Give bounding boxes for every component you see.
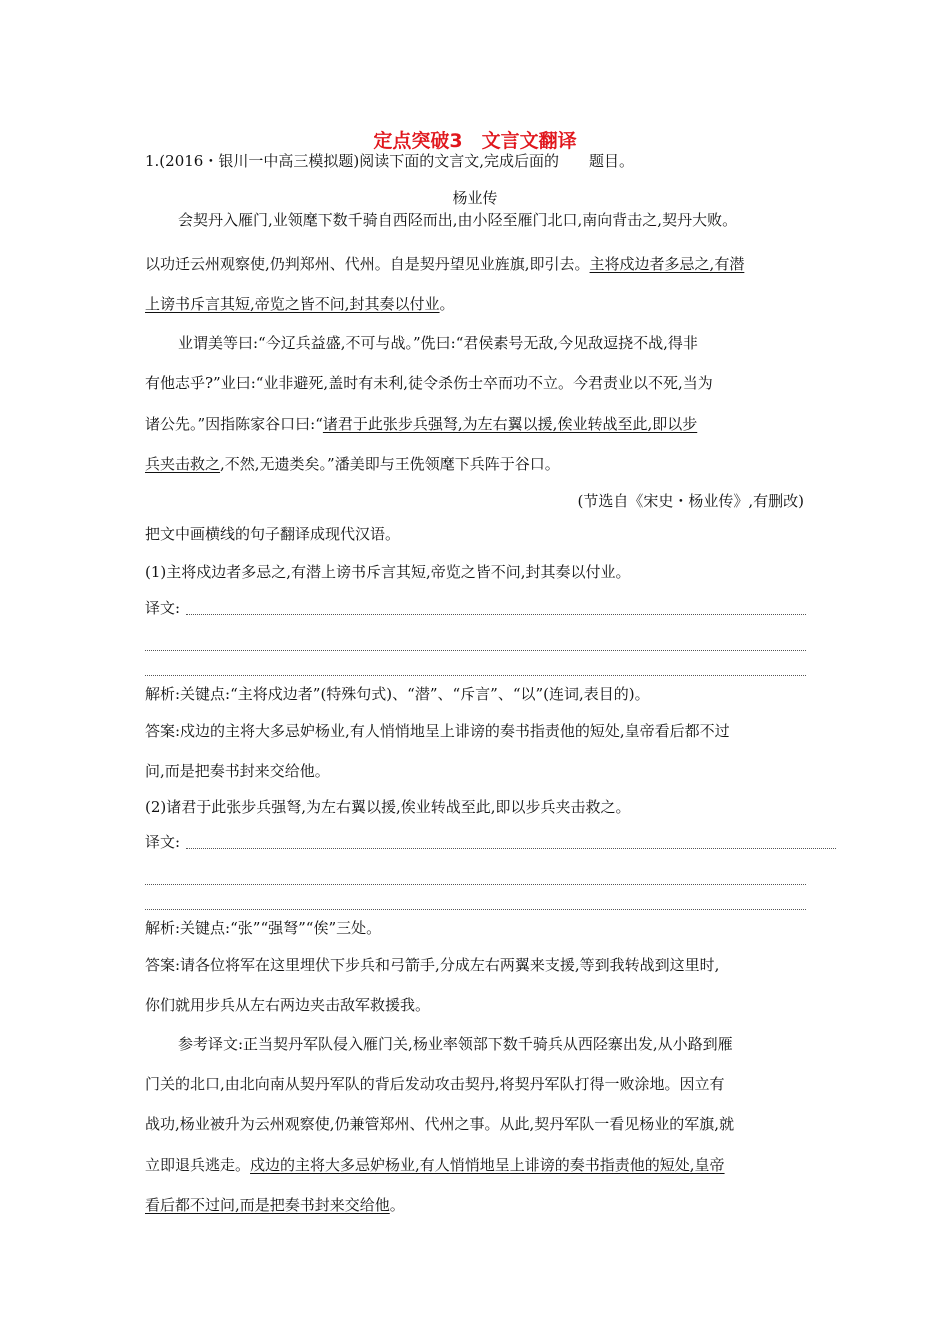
reference-line: 战功,杨业被升为云州观察使,仍兼管郑州、代州之事。从此,契丹军队一看见杨业的军旗,就 xyxy=(145,1115,735,1133)
passage-line: 上谤书斥言其短,帝览之皆不问,封其奏以付业。 xyxy=(145,295,455,313)
answer-blank-line[interactable] xyxy=(145,650,806,651)
answer-blank-line[interactable] xyxy=(145,675,806,676)
page-title: 定点突破3 文言文翻译 xyxy=(373,130,577,152)
underlined-sentence: 诸君于此张步兵强弩,为左右翼以援,俟业转战至此,即以步 xyxy=(322,415,698,433)
q2-translation-label: 译文: xyxy=(145,833,181,851)
q2-analysis: 解析:关键点:“张”“强弩”“俟”三处。 xyxy=(145,919,382,937)
underlined-sentence: 戍边的主将大多忌妒杨业,有人悄悄地呈上诽谤的奏书指责他的短处,皇帝 xyxy=(250,1156,725,1174)
answer-blank-line[interactable] xyxy=(145,884,806,885)
source-note: (节选自《宋史・杨业传》,有删改) xyxy=(577,492,804,510)
q1-analysis: 解析:关键点:“主将戍边者”(特殊句式)、“潜”、“斥言”、“以”(连词,表目的)。 xyxy=(145,685,650,703)
q1-prompt: (1)主将戍边者多忌之,有潜上谤书斥言其短,帝览之皆不问,封其奏以付业。 xyxy=(145,563,631,581)
passage-line: 业谓美等曰:“今辽兵益盛,不可与战。”侁曰:“君侯素号无敌,今见敌逗挠不战,得非 xyxy=(178,334,698,352)
passage-title: 杨业传 xyxy=(452,189,498,207)
q2-answer: 答案:请各位将军在这里埋伏下步兵和弓箭手,分成左右两翼来支援,等到我转战到这里时, xyxy=(145,956,720,974)
underlined-sentence: 兵夹击救之 xyxy=(145,455,221,473)
q1-answer: 答案:戍边的主将大多忌妒杨业,有人悄悄地呈上诽谤的奏书指责他的短处,皇帝看后都不过 xyxy=(145,722,730,740)
underlined-sentence: 上谤书斥言其短,帝览之皆不问,封其奏以付业 xyxy=(145,295,440,313)
q2-prompt: (2)诸君于此张步兵强弩,为左右翼以援,俟业转战至此,即以步兵夹击救之。 xyxy=(145,798,631,816)
reference-line: 参考译文:正当契丹军队侵入雁门关,杨业率领部下数千骑兵从西陉寨出发,从小路到雁 xyxy=(178,1035,733,1053)
underlined-sentence: 主将戍边者多忌之,有潜 xyxy=(589,255,745,273)
passage-line: 会契丹入雁门,业领麾下数千骑自西陉而出,由小陉至雁门北口,南向背击之,契丹大败。 xyxy=(178,211,738,229)
q1-translation-label: 译文: xyxy=(145,599,181,617)
answer-blank-line[interactable] xyxy=(186,614,806,615)
answer-blank-line[interactable] xyxy=(145,909,806,910)
passage-line: 诸公先。”因指陈家谷口曰:“诸君于此张步兵强弩,为左右翼以援,俟业转战至此,即以步 xyxy=(145,415,698,433)
underlined-sentence: 看后都不过问,而是把奏书封来交给他 xyxy=(145,1196,390,1214)
reference-line: 门关的北口,由北向南从契丹军队的背后发动攻击契丹,将契丹军队打得一败涂地。因立有 xyxy=(145,1075,725,1093)
instruction: 把文中画横线的句子翻译成现代汉语。 xyxy=(145,525,401,543)
q2-answer: 你们就用步兵从左右两边夹击敌军救援我。 xyxy=(145,996,431,1014)
question-intro: 1.(2016・银川一中高三模拟题)阅读下面的文言文,完成后面的 题目。 xyxy=(145,152,634,170)
passage-line: 兵夹击救之,不然,无遗类矣。”潘美即与王侁领麾下兵阵于谷口。 xyxy=(145,455,560,473)
reference-line: 立即退兵逃走。戍边的主将大多忌妒杨业,有人悄悄地呈上诽谤的奏书指责他的短处,皇帝 xyxy=(145,1156,725,1174)
passage-line: 有他志乎?”业曰:“业非避死,盖时有未利,徒令杀伤士卒而功不立。今君责业以不死,当为 xyxy=(145,374,713,392)
answer-blank-line[interactable] xyxy=(186,848,836,849)
passage-line: 以功迁云州观察使,仍判郑州、代州。自是契丹望见业旌旗,即引去。主将戍边者多忌之,有潜 xyxy=(145,255,745,273)
reference-line: 看后都不过问,而是把奏书封来交给他。 xyxy=(145,1196,405,1214)
q1-answer: 问,而是把奏书封来交给他。 xyxy=(145,762,330,780)
